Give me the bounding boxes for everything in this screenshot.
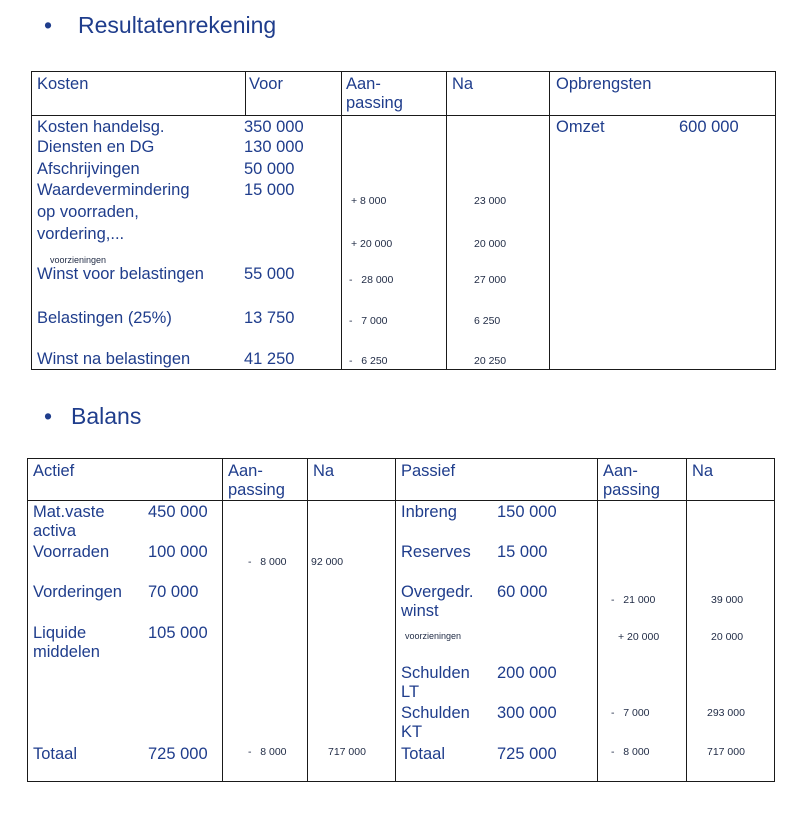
actief-value: 100 000 — [148, 543, 208, 561]
voor-value: 50 000 — [244, 160, 295, 178]
na-value: 20 250 — [474, 355, 507, 367]
actief-label: Voorraden — [33, 543, 110, 561]
voor-value: 41 250 — [244, 350, 295, 368]
omzet-value: 600 000 — [679, 118, 739, 136]
row-label: Afschrijvingen — [37, 160, 140, 178]
header-kosten: Kosten — [37, 75, 89, 93]
passief-value: 15 000 — [497, 543, 548, 561]
row-label: Winst na belastingen — [37, 350, 191, 368]
header-na: Na — [452, 75, 474, 93]
passief-value: 60 000 — [497, 583, 548, 601]
row-label: vordering,... — [37, 225, 125, 243]
aanpassing-value: + 20 000 — [351, 238, 393, 250]
row-label: Kosten handelsg. — [37, 118, 165, 136]
na-value: 27 000 — [474, 274, 507, 286]
header-aanpassing-line1: Aan- — [346, 75, 381, 93]
actief-value: 70 000 — [148, 583, 199, 601]
passief-value: 200 000 — [497, 664, 557, 682]
passief-aanpassing: - 7 000 — [611, 707, 650, 719]
passief-label: Overgedr. — [401, 583, 474, 601]
actief-totaal-value: 725 000 — [148, 745, 208, 763]
actief-label: activa — [33, 522, 77, 540]
passief-value: 150 000 — [497, 503, 557, 521]
passief-aanpassing: + 20 000 — [618, 631, 660, 643]
header-aanpassing-line2: passing — [603, 481, 660, 499]
passief-aanpassing: - 21 000 — [611, 594, 656, 606]
actief-totaal-aanpassing: - 8 000 — [248, 746, 287, 758]
header-passief: Passief — [401, 462, 456, 480]
actief-value: 105 000 — [148, 624, 208, 642]
aanpassing-value: - 6 250 — [349, 355, 388, 367]
passief-totaal-label: Totaal — [401, 745, 446, 763]
passief-label-small: voorzieningen — [405, 631, 462, 641]
passief-label: Schulden — [401, 664, 470, 682]
aanpassing-value: - 7 000 — [349, 315, 388, 327]
row-label: Belastingen (25%) — [37, 309, 172, 327]
header-na: Na — [313, 462, 335, 480]
passief-totaal-aanpassing: - 8 000 — [611, 746, 650, 758]
aanpassing-value: + 8 000 — [351, 195, 387, 207]
passief-na: 293 000 — [707, 707, 745, 719]
voor-value: 55 000 — [244, 265, 295, 283]
actief-label: Liquide — [33, 624, 87, 642]
voor-value: 15 000 — [244, 181, 295, 199]
passief-label: winst — [401, 602, 439, 620]
resultatenrekening-heading: Resultatenrekening — [78, 12, 277, 38]
passief-label: LT — [401, 683, 420, 701]
aanpassing-value: - 28 000 — [349, 274, 394, 286]
passief-label: KT — [401, 723, 423, 741]
header-voor: Voor — [249, 75, 283, 93]
header-actief: Actief — [33, 462, 75, 480]
bullet: • — [44, 12, 53, 38]
row-label: Waardevermindering — [37, 181, 190, 199]
header-aanpassing-line1: Aan- — [603, 462, 638, 480]
passief-label: Reserves — [401, 543, 471, 561]
voor-value: 130 000 — [244, 138, 304, 156]
passief-label: Inbreng — [401, 503, 457, 521]
passief-totaal-na: 717 000 — [707, 746, 745, 758]
header-na: Na — [692, 462, 714, 480]
passief-na: 20 000 — [711, 631, 744, 643]
voor-value: 350 000 — [244, 118, 304, 136]
passief-na: 39 000 — [711, 594, 744, 606]
passief-totaal-value: 725 000 — [497, 745, 557, 763]
passief-value: 300 000 — [497, 704, 557, 722]
actief-totaal-label: Totaal — [33, 745, 78, 763]
passief-label: Schulden — [401, 704, 470, 722]
balans-heading: Balans — [71, 403, 142, 429]
row-label-small: voorzieningen — [50, 255, 107, 265]
na-value: 6 250 — [474, 315, 501, 327]
actief-label: middelen — [33, 643, 100, 661]
na-value: 23 000 — [474, 195, 507, 207]
actief-label: Vorderingen — [33, 583, 122, 601]
omzet-label: Omzet — [556, 118, 605, 136]
actief-na: 92 000 — [311, 556, 344, 568]
row-label: Winst voor belastingen — [37, 265, 204, 283]
header-opbrengsten: Opbrengsten — [556, 75, 652, 93]
actief-label: Mat.vaste — [33, 503, 105, 521]
na-value: 20 000 — [474, 238, 507, 250]
header-aanpassing-line2: passing — [228, 481, 285, 499]
voor-value: 13 750 — [244, 309, 295, 327]
row-label: op voorraden, — [37, 203, 139, 221]
row-label: Diensten en DG — [37, 138, 155, 156]
header-aanpassing-line2: passing — [346, 94, 403, 112]
header-aanpassing-line1: Aan- — [228, 462, 263, 480]
actief-totaal-na: 717 000 — [328, 746, 366, 758]
bullet: • — [44, 403, 53, 429]
actief-aanpassing: - 8 000 — [248, 556, 287, 568]
actief-value: 450 000 — [148, 503, 208, 521]
